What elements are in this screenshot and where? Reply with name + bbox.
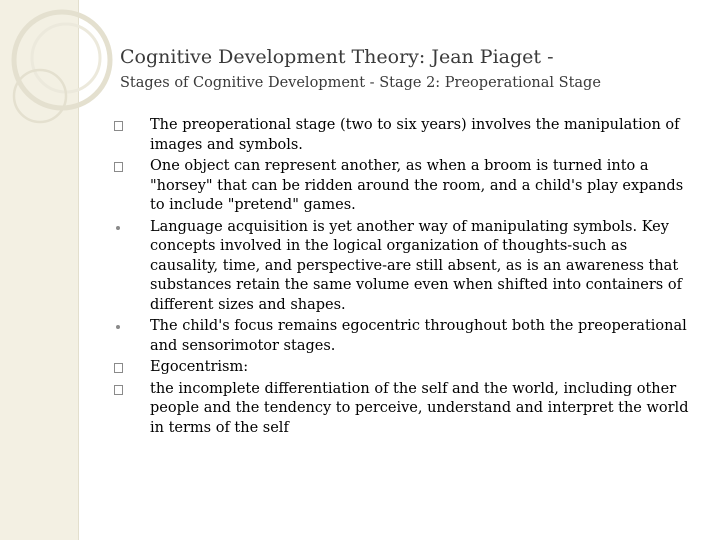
bullet-box-icon: [114, 363, 123, 373]
title-block: [120, 44, 700, 94]
bullet-text: The preoperational stage (two to six years) involves the manipulation of images and symbols.: [150, 117, 680, 153]
bullet-dot-icon: [116, 325, 120, 329]
decorative-circle-outer: [14, 12, 110, 108]
bullet-text: The child's focus remains egocentric throughout both the preoperational and sensorimotor stages.: [150, 318, 687, 354]
slide-title: Cognitive Development Theory: Jean Piaget -: [120, 46, 554, 68]
bullet-text: One object can represent another, as when a broom is turned into a "horsey" that can be ridden around the room, and a child's play expands to include "pretend" games.: [150, 158, 684, 213]
bullet-dot-icon: [116, 226, 120, 230]
bullet-item: [112, 317, 692, 356]
bullet-box-icon: [114, 121, 123, 131]
bullet-item: [112, 380, 692, 439]
slide-subtitle: Stages of Cognitive Development - Stage 2: Preoperational Stage: [120, 75, 601, 91]
bullet-item: [112, 218, 692, 316]
bullet-item: [112, 116, 692, 155]
bullet-text: Language acquisition is yet another way of manipulating symbols. Key concepts involved in the logical organization of thoughts-such as causality, time, and perspective-are still absent, as is an awareness that substances retain the same volume even when shifted into containers of different sizes and shapes.: [150, 218, 682, 313]
bullet-text: Egocentrism:: [150, 359, 249, 375]
bullet-text: the incomplete differentiation of the self and the world, including other people and the tendency to perceive, understand and interpret the world in terms of the self: [150, 380, 689, 436]
decorative-circle-inner: [32, 24, 100, 92]
bullet-item: [112, 358, 692, 378]
bullet-list: [112, 116, 692, 440]
bullet-box-icon: [114, 385, 123, 395]
bullet-box-icon: [114, 162, 123, 172]
bullet-item: [112, 157, 692, 216]
